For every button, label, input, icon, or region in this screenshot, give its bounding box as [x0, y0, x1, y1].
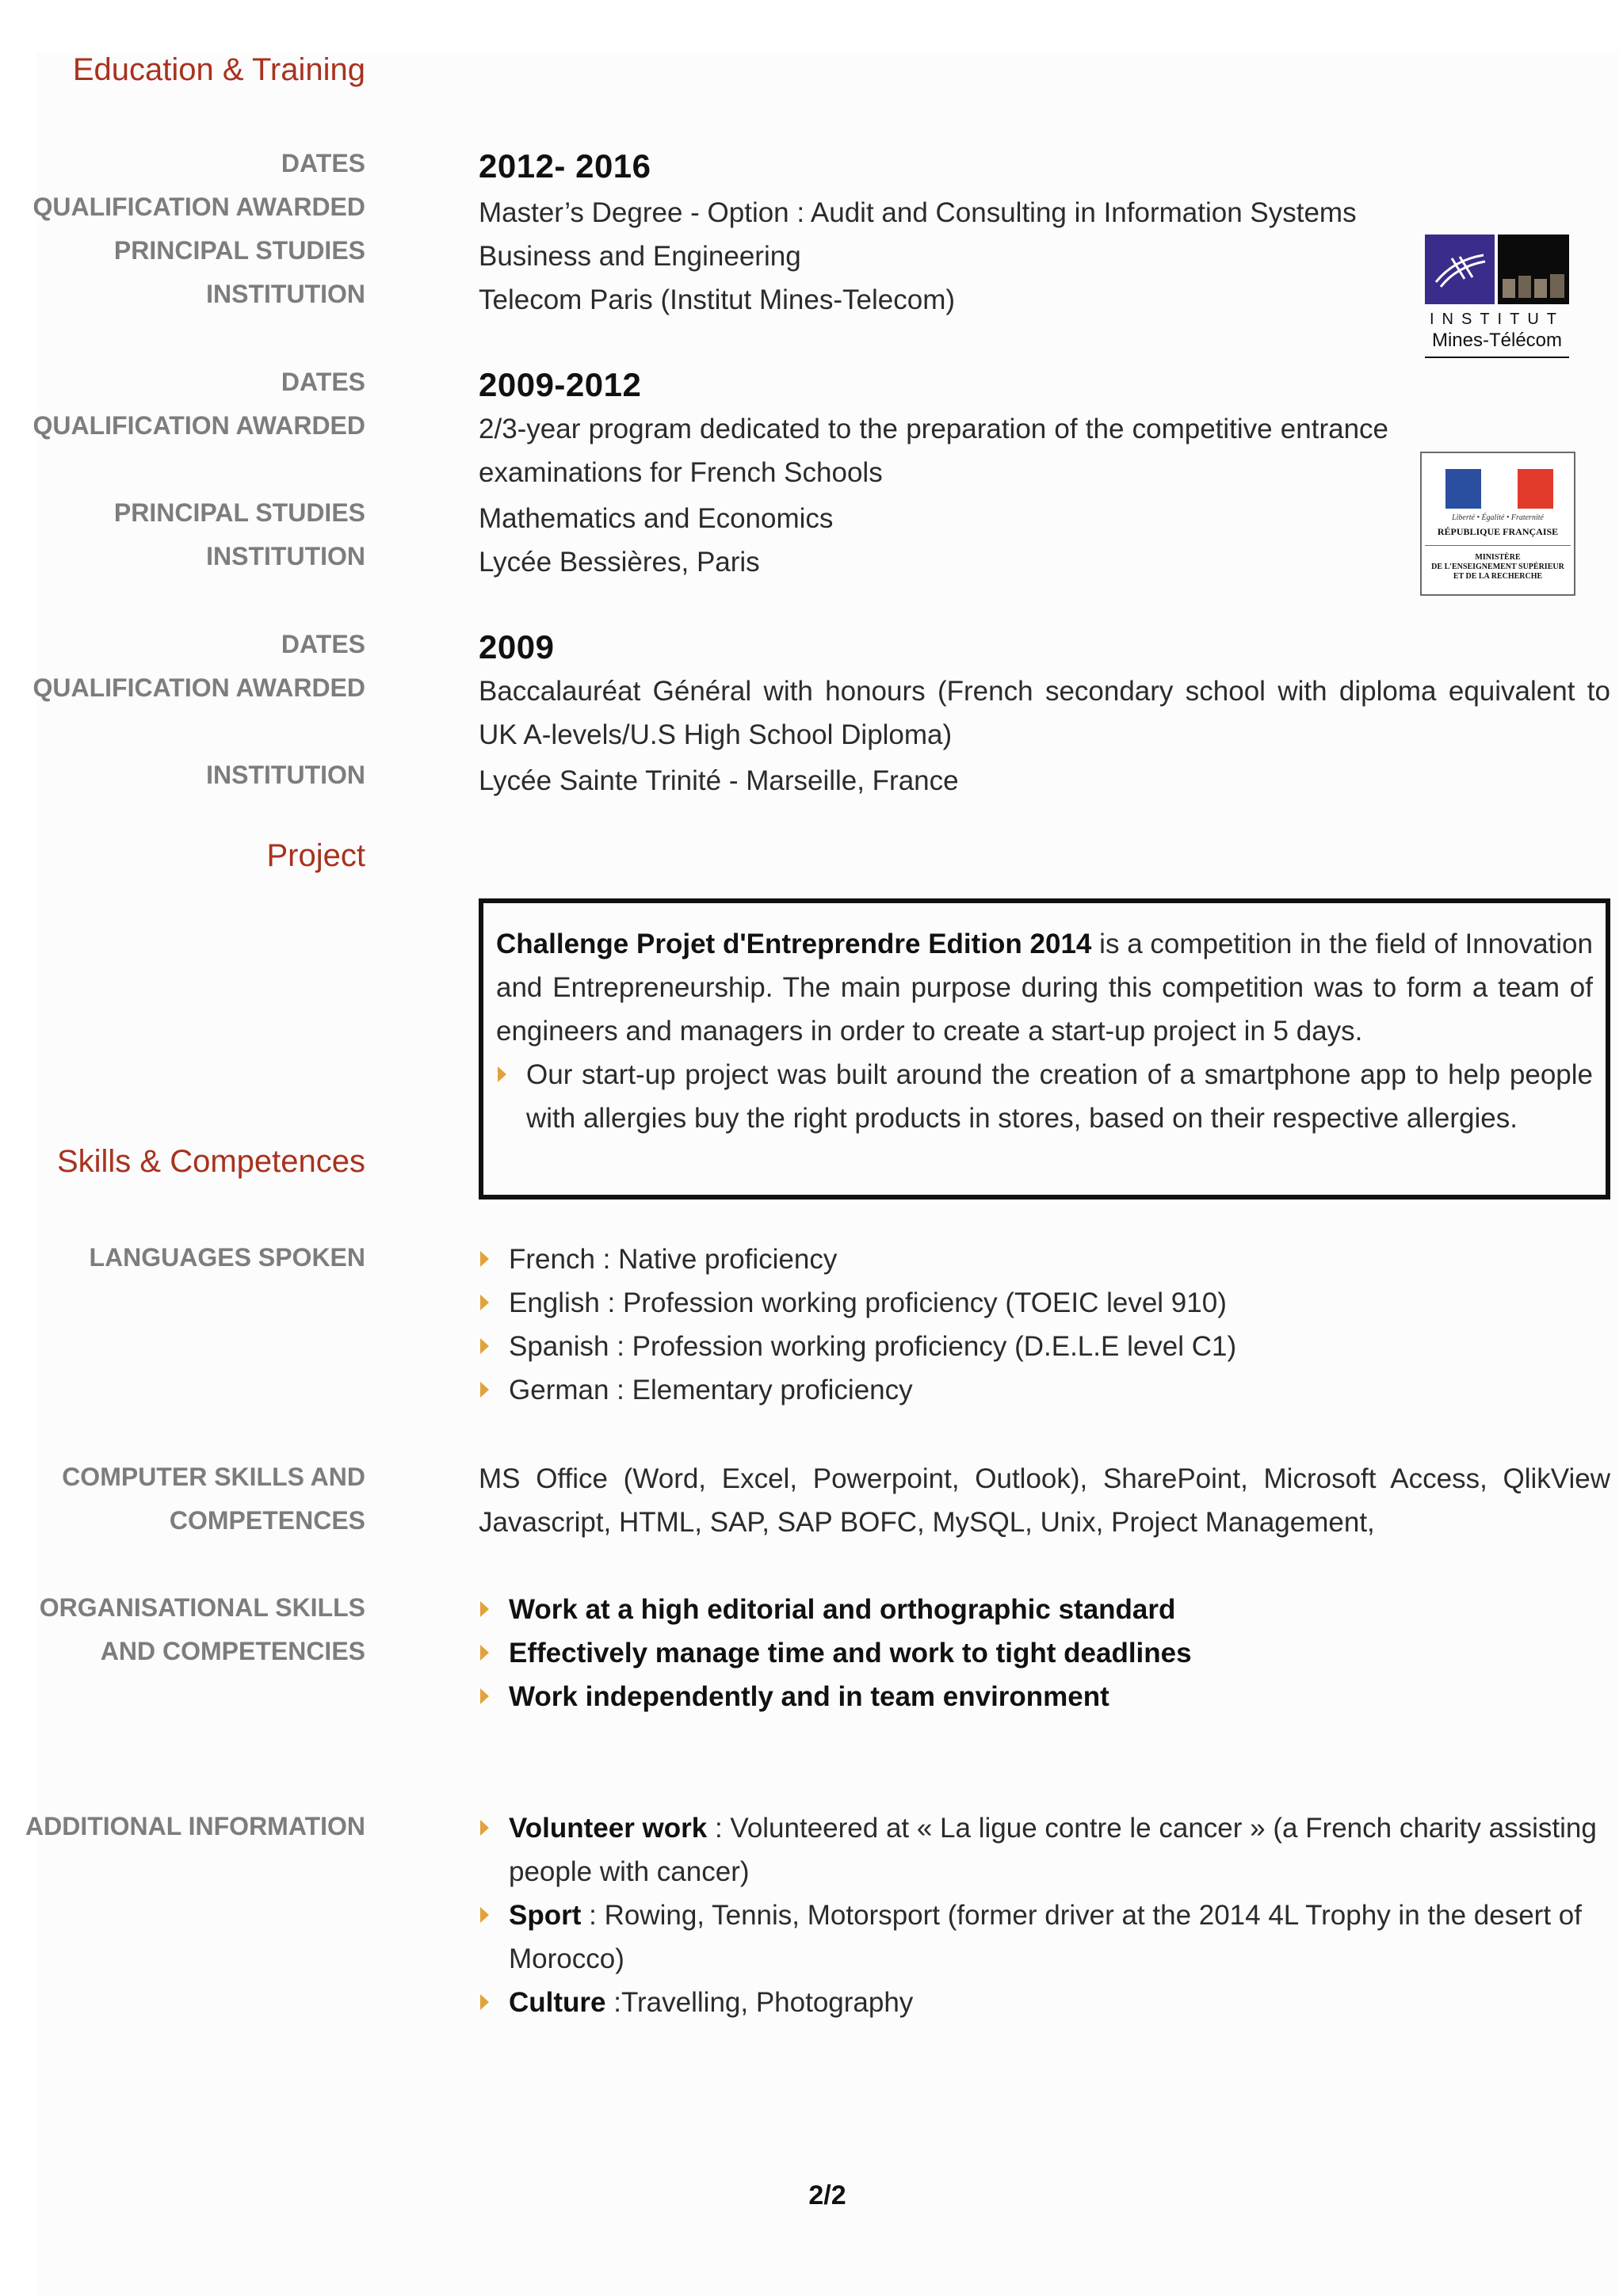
flag-red-band [1518, 469, 1553, 509]
list-item [479, 1368, 1236, 1412]
label-principal-studies: PRINCIPAL STUDIES [113, 236, 365, 265]
list-item [479, 1281, 1236, 1325]
republique-francaise-logo [1420, 452, 1575, 596]
label-organisational-line1: ORGANISATIONAL SKILLS [39, 1593, 365, 1622]
bullet-triangle-icon [480, 1820, 489, 1836]
list-item [479, 1238, 1236, 1281]
label-organisational-line2: AND COMPETENCIES [100, 1637, 365, 1665]
additional-text: : Rowing, Tennis, Motorsport (former driver at the 2014 4L Trophy in the desert of Morocco) [509, 1900, 1582, 1974]
label-qualification: QUALIFICATION AWARDED [32, 411, 365, 440]
list-item [479, 1894, 1610, 1981]
entry-dates: 2009-2012 [479, 366, 642, 403]
flag-white-band [1481, 469, 1517, 509]
list-item [479, 1981, 1610, 2024]
bullet-triangle-icon [480, 1251, 489, 1267]
entry-dates: 2009 [479, 628, 555, 666]
entry-institution: Telecom Paris (Institut Mines-Telecom) [479, 284, 955, 315]
list-item [496, 1053, 1593, 1140]
label-dates: DATES [281, 368, 365, 396]
project-box [479, 898, 1610, 1199]
language-item: German : Elementary proficiency [509, 1375, 913, 1405]
ministry-line1: MINISTÈRE [1475, 553, 1521, 562]
label-computer-skills-line1: COMPUTER SKILLS AND [62, 1463, 365, 1491]
bullet-triangle-icon [480, 1907, 489, 1923]
organisational-item: Effectively manage time and work to tight deadlines [509, 1638, 1192, 1669]
republique-name: RÉPUBLIQUE FRANÇAISE [1437, 526, 1559, 537]
list-item [479, 1806, 1610, 1894]
project-paragraph [496, 922, 1593, 1053]
entry-qualification: Master’s Degree - Option : Audit and Consulting in Information Systems [479, 197, 1357, 228]
bullet-triangle-icon [480, 1295, 489, 1310]
language-item: English : Profession working proficiency (TOEIC level 910) [509, 1287, 1227, 1318]
label-principal-studies: PRINCIPAL STUDIES [113, 498, 365, 527]
label-computer-skills-line2: COMPETENCES [169, 1506, 365, 1535]
bullet-triangle-icon [480, 1994, 489, 2010]
language-item: French : Native proficiency [509, 1244, 838, 1275]
bullet-triangle-icon [480, 1688, 489, 1704]
imt-black-block [1498, 235, 1569, 304]
label-qualification: QUALIFICATION AWARDED [32, 673, 365, 702]
list-item [479, 1631, 1192, 1675]
entry-institution: Lycée Sainte Trinité - Marseille, France [479, 765, 959, 796]
imt-purple-block [1425, 235, 1495, 304]
label-qualification: QUALIFICATION AWARDED [32, 193, 365, 221]
ministry-line3: ET DE LA RECHERCHE [1453, 572, 1543, 581]
skills-section-title: Skills & Competences [56, 1144, 365, 1179]
entry-qualification: Baccalauréat Général with honours (French secondary school with diploma equivalent to UK A-levels/U.S High School Diploma) [479, 676, 1610, 750]
project-bullets [496, 1053, 1593, 1140]
label-institution: INSTITUTION [206, 761, 365, 789]
project-section-title: Project [266, 838, 365, 873]
republique-divider [1425, 545, 1571, 546]
entry-qualification: 2/3-year program dedicated to the preparation of the competitive entrance examinations for French Schools [479, 414, 1388, 488]
french-flag-icon [1445, 469, 1553, 509]
imt-logo-line1: INSTITUT [1430, 311, 1564, 328]
republique-motto: Liberté • Égalité • Fraternité [1452, 513, 1544, 522]
label-languages-spoken: LANGUAGES SPOKEN [89, 1243, 365, 1272]
bullet-triangle-icon [480, 1601, 489, 1617]
additional-list [479, 1806, 1610, 2024]
organisational-item: Work independently and in team environment [509, 1681, 1109, 1712]
label-additional-information: ADDITIONAL INFORMATION [25, 1812, 365, 1840]
additional-key: Culture [509, 1987, 606, 2018]
language-item: Spanish : Profession working proficiency (D.E.L.E level C1) [509, 1331, 1237, 1362]
project-description: is a competition in the field of Innovation and Entrepreneurship. The main purpose during this competition was to form a team of engineers and managers in order to create a start-up project in 5 days. [496, 929, 1593, 1047]
languages-list [479, 1238, 1236, 1412]
label-institution: INSTITUTION [206, 280, 365, 308]
ministry-line2: DE L'ENSEIGNEMENT SUPÉRIEUR [1431, 563, 1564, 571]
entry-principal-studies: Mathematics and Economics [479, 503, 834, 534]
flag-blue-band [1445, 469, 1481, 509]
list-item [479, 1588, 1192, 1631]
bullet-triangle-icon [480, 1382, 489, 1398]
label-dates: DATES [281, 630, 365, 658]
education-section-title: Education & Training [72, 52, 365, 87]
organisational-item: Work at a high editorial and orthographic standard [509, 1594, 1176, 1625]
bullet-triangle-icon [480, 1645, 489, 1661]
imt-logo-line2: Mines-Télécom [1431, 330, 1563, 351]
computer-skills-text: MS Office (Word, Excel, Powerpoint, Outlook), SharePoint, Microsoft Access, QlikView Javascript, HTML, SAP, SAP BOFC, MySQL, Unix, Project Management, [479, 1463, 1610, 1538]
entry-institution: Lycée Bessières, Paris [479, 547, 760, 578]
bullet-triangle-icon [480, 1338, 489, 1354]
label-dates: DATES [281, 149, 365, 177]
list-item [479, 1325, 1236, 1368]
project-bullet-text: Our start-up project was built around the creation of a smartphone app to help people with allergies buy the right products in stores, based on their respective allergies. [526, 1059, 1593, 1134]
label-institution: INSTITUTION [206, 542, 365, 570]
entry-dates: 2012- 2016 [479, 147, 651, 185]
list-item [479, 1675, 1192, 1718]
cv-page [25, 52, 1618, 2296]
project-name: Challenge Projet d'Entreprendre Edition 2014 [496, 929, 1092, 959]
ministry-text [1422, 553, 1574, 582]
additional-key: Sport [509, 1900, 582, 1931]
institut-mines-telecom-logo [1425, 235, 1569, 361]
bullet-triangle-icon [498, 1066, 506, 1082]
page-number: 2/2 [808, 2180, 846, 2210]
additional-key: Volunteer work [509, 1813, 708, 1844]
additional-text: : Volunteered at « La ligue contre le cancer » (a French charity assisting people with cancer) [509, 1813, 1597, 1887]
imt-logo-underline [1425, 357, 1569, 358]
additional-text: :Travelling, Photography [605, 1987, 914, 2018]
entry-principal-studies: Business and Engineering [479, 241, 801, 272]
organisational-list [479, 1588, 1192, 1718]
